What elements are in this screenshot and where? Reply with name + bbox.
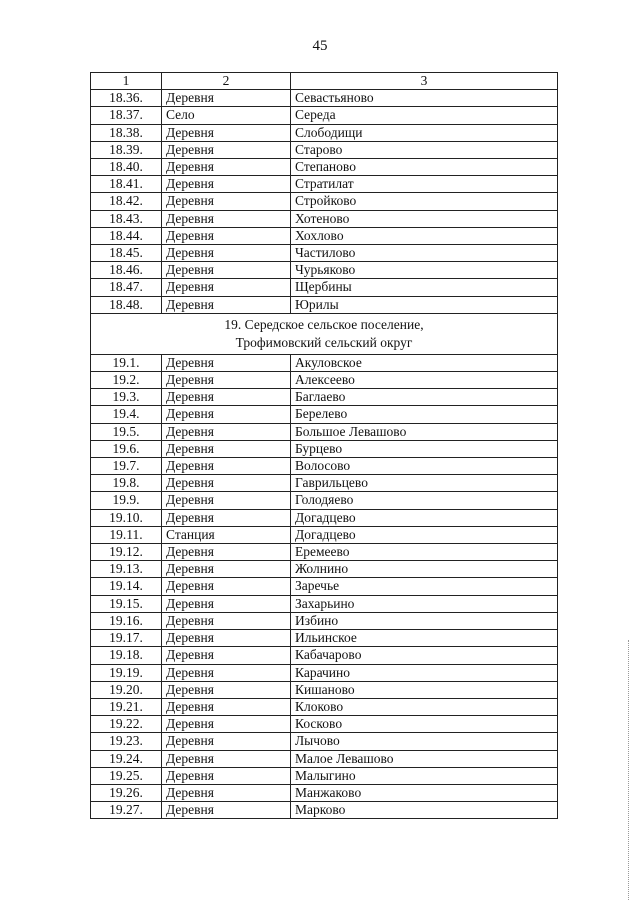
table-row xyxy=(91,193,558,210)
settlement-name: Догадцево xyxy=(291,509,558,526)
table-row xyxy=(91,802,558,819)
table-row xyxy=(91,664,558,681)
row-number: 18.40. xyxy=(91,159,162,176)
table-row xyxy=(91,423,558,440)
settlement-name: Слободищи xyxy=(291,124,558,141)
table-row xyxy=(91,159,558,176)
table-row xyxy=(91,784,558,801)
row-number: 19.21. xyxy=(91,698,162,715)
settlement-name: Кишаново xyxy=(291,681,558,698)
settlement-name: Севастьяново xyxy=(291,90,558,107)
settlement-name: Догадцево xyxy=(291,526,558,543)
settlement-type: Деревня xyxy=(162,210,291,227)
settlement-type: Деревня xyxy=(162,124,291,141)
settlement-type: Село xyxy=(162,107,291,124)
table-row xyxy=(91,492,558,509)
settlement-type: Деревня xyxy=(162,802,291,819)
row-number: 18.38. xyxy=(91,124,162,141)
row-number: 19.3. xyxy=(91,389,162,406)
settlement-name: Малое Левашово xyxy=(291,750,558,767)
table-row xyxy=(91,279,558,296)
table-row xyxy=(91,509,558,526)
settlement-type: Деревня xyxy=(162,389,291,406)
row-number: 19.2. xyxy=(91,372,162,389)
row-number: 19.9. xyxy=(91,492,162,509)
row-number: 19.12. xyxy=(91,544,162,561)
settlement-name: Частилово xyxy=(291,245,558,262)
settlement-name: Баглаево xyxy=(291,389,558,406)
row-number: 19.10. xyxy=(91,509,162,526)
table-row xyxy=(91,475,558,492)
settlement-type: Деревня xyxy=(162,262,291,279)
row-number: 19.18. xyxy=(91,647,162,664)
settlement-type: Деревня xyxy=(162,647,291,664)
row-number: 18.44. xyxy=(91,227,162,244)
settlement-type: Деревня xyxy=(162,227,291,244)
row-number: 19.22. xyxy=(91,716,162,733)
settlements-table xyxy=(90,72,558,819)
table-row xyxy=(91,767,558,784)
row-number: 19.11. xyxy=(91,526,162,543)
settlement-type: Деревня xyxy=(162,612,291,629)
settlement-name: Еремеево xyxy=(291,544,558,561)
table-row xyxy=(91,733,558,750)
table-row xyxy=(91,354,558,371)
row-number: 19.14. xyxy=(91,578,162,595)
settlement-type: Деревня xyxy=(162,245,291,262)
row-number: 18.47. xyxy=(91,279,162,296)
settlement-name: Кабачарово xyxy=(291,647,558,664)
settlement-name: Голодяево xyxy=(291,492,558,509)
settlement-name: Старово xyxy=(291,141,558,158)
section-heading-row xyxy=(91,313,558,354)
settlement-type: Деревня xyxy=(162,475,291,492)
table-row xyxy=(91,440,558,457)
table-row xyxy=(91,595,558,612)
table-row xyxy=(91,578,558,595)
settlement-type: Деревня xyxy=(162,458,291,475)
settlement-name: Карачино xyxy=(291,664,558,681)
table-row xyxy=(91,210,558,227)
row-number: 19.1. xyxy=(91,354,162,371)
settlement-name: Заречье xyxy=(291,578,558,595)
settlement-type: Деревня xyxy=(162,630,291,647)
settlement-type: Деревня xyxy=(162,141,291,158)
table-row xyxy=(91,544,558,561)
table-row xyxy=(91,107,558,124)
margin-scan-mark xyxy=(628,640,632,900)
settlement-type: Деревня xyxy=(162,176,291,193)
row-number: 19.4. xyxy=(91,406,162,423)
settlement-type: Деревня xyxy=(162,784,291,801)
table-row xyxy=(91,296,558,313)
table-row xyxy=(91,245,558,262)
settlement-type: Деревня xyxy=(162,372,291,389)
settlement-type: Деревня xyxy=(162,578,291,595)
settlement-name: Малыгино xyxy=(291,767,558,784)
settlement-type: Деревня xyxy=(162,544,291,561)
settlement-name: Степаново xyxy=(291,159,558,176)
row-number: 19.20. xyxy=(91,681,162,698)
row-number: 19.27. xyxy=(91,802,162,819)
row-number: 18.46. xyxy=(91,262,162,279)
settlement-name: Ильинское xyxy=(291,630,558,647)
settlement-name: Щербины xyxy=(291,279,558,296)
row-number: 18.42. xyxy=(91,193,162,210)
row-number: 18.48. xyxy=(91,296,162,313)
settlement-name: Марково xyxy=(291,802,558,819)
settlement-type: Деревня xyxy=(162,159,291,176)
settlement-type: Деревня xyxy=(162,561,291,578)
settlement-type: Деревня xyxy=(162,509,291,526)
settlement-type: Деревня xyxy=(162,681,291,698)
settlement-type: Деревня xyxy=(162,595,291,612)
row-number: 18.39. xyxy=(91,141,162,158)
settlement-type: Деревня xyxy=(162,716,291,733)
settlement-type: Деревня xyxy=(162,193,291,210)
settlement-name: Середа xyxy=(291,107,558,124)
row-number: 18.45. xyxy=(91,245,162,262)
table-row xyxy=(91,389,558,406)
settlement-name: Жолнино xyxy=(291,561,558,578)
settlement-name: Гаврильцево xyxy=(291,475,558,492)
row-number: 18.37. xyxy=(91,107,162,124)
row-number: 19.5. xyxy=(91,423,162,440)
table-header-row xyxy=(91,73,558,90)
row-number: 19.19. xyxy=(91,664,162,681)
table-row xyxy=(91,141,558,158)
row-number: 19.17. xyxy=(91,630,162,647)
header-col-2: 2 xyxy=(162,73,291,90)
table-row xyxy=(91,526,558,543)
settlement-name: Акуловское xyxy=(291,354,558,371)
settlement-type: Деревня xyxy=(162,354,291,371)
settlement-name: Стройково xyxy=(291,193,558,210)
row-number: 19.15. xyxy=(91,595,162,612)
settlement-type: Деревня xyxy=(162,279,291,296)
settlement-name: Бурцево xyxy=(291,440,558,457)
table-row xyxy=(91,698,558,715)
row-number: 19.6. xyxy=(91,440,162,457)
table-row xyxy=(91,406,558,423)
header-col-1: 1 xyxy=(91,73,162,90)
table-row xyxy=(91,612,558,629)
settlement-type: Деревня xyxy=(162,664,291,681)
table-row xyxy=(91,124,558,141)
row-number: 19.23. xyxy=(91,733,162,750)
settlement-name: Захарьино xyxy=(291,595,558,612)
settlement-type: Деревня xyxy=(162,767,291,784)
settlement-type: Деревня xyxy=(162,90,291,107)
table-row xyxy=(91,750,558,767)
table-row xyxy=(91,90,558,107)
table-row xyxy=(91,176,558,193)
header-col-3: 3 xyxy=(291,73,558,90)
section-heading-line1: 19. Середское сельское поселение, xyxy=(224,316,424,332)
settlement-name: Юрилы xyxy=(291,296,558,313)
row-number: 19.24. xyxy=(91,750,162,767)
settlement-name: Алексеево xyxy=(291,372,558,389)
settlement-name: Хохлово xyxy=(291,227,558,244)
settlement-type: Деревня xyxy=(162,423,291,440)
settlement-name: Чурьяково xyxy=(291,262,558,279)
settlement-name: Большое Левашово xyxy=(291,423,558,440)
table-row xyxy=(91,372,558,389)
settlement-type: Деревня xyxy=(162,698,291,715)
row-number: 19.26. xyxy=(91,784,162,801)
settlement-type: Деревня xyxy=(162,750,291,767)
settlement-type: Деревня xyxy=(162,492,291,509)
table-row xyxy=(91,458,558,475)
settlement-name: Косково xyxy=(291,716,558,733)
row-number: 19.8. xyxy=(91,475,162,492)
settlement-name: Берелево xyxy=(291,406,558,423)
table-row xyxy=(91,561,558,578)
row-number: 18.36. xyxy=(91,90,162,107)
settlement-name: Клоково xyxy=(291,698,558,715)
settlement-name: Избино xyxy=(291,612,558,629)
settlement-type: Станция xyxy=(162,526,291,543)
table-row xyxy=(91,681,558,698)
section-heading-line2: Трофимовский сельский округ xyxy=(235,334,413,350)
settlement-name: Манжаково xyxy=(291,784,558,801)
section-heading xyxy=(91,313,558,354)
table-row xyxy=(91,716,558,733)
settlement-type: Деревня xyxy=(162,296,291,313)
table-row xyxy=(91,647,558,664)
settlement-name: Лычово xyxy=(291,733,558,750)
settlement-type: Деревня xyxy=(162,733,291,750)
table-row xyxy=(91,262,558,279)
row-number: 18.41. xyxy=(91,176,162,193)
table-row xyxy=(91,630,558,647)
settlement-type: Деревня xyxy=(162,440,291,457)
row-number: 19.16. xyxy=(91,612,162,629)
table-row xyxy=(91,227,558,244)
row-number: 19.25. xyxy=(91,767,162,784)
settlement-name: Волосово xyxy=(291,458,558,475)
settlement-type: Деревня xyxy=(162,406,291,423)
row-number: 19.13. xyxy=(91,561,162,578)
row-number: 18.43. xyxy=(91,210,162,227)
row-number: 19.7. xyxy=(91,458,162,475)
settlement-name: Стратилат xyxy=(291,176,558,193)
page-number: 45 xyxy=(312,38,328,54)
settlement-name: Хотеново xyxy=(291,210,558,227)
